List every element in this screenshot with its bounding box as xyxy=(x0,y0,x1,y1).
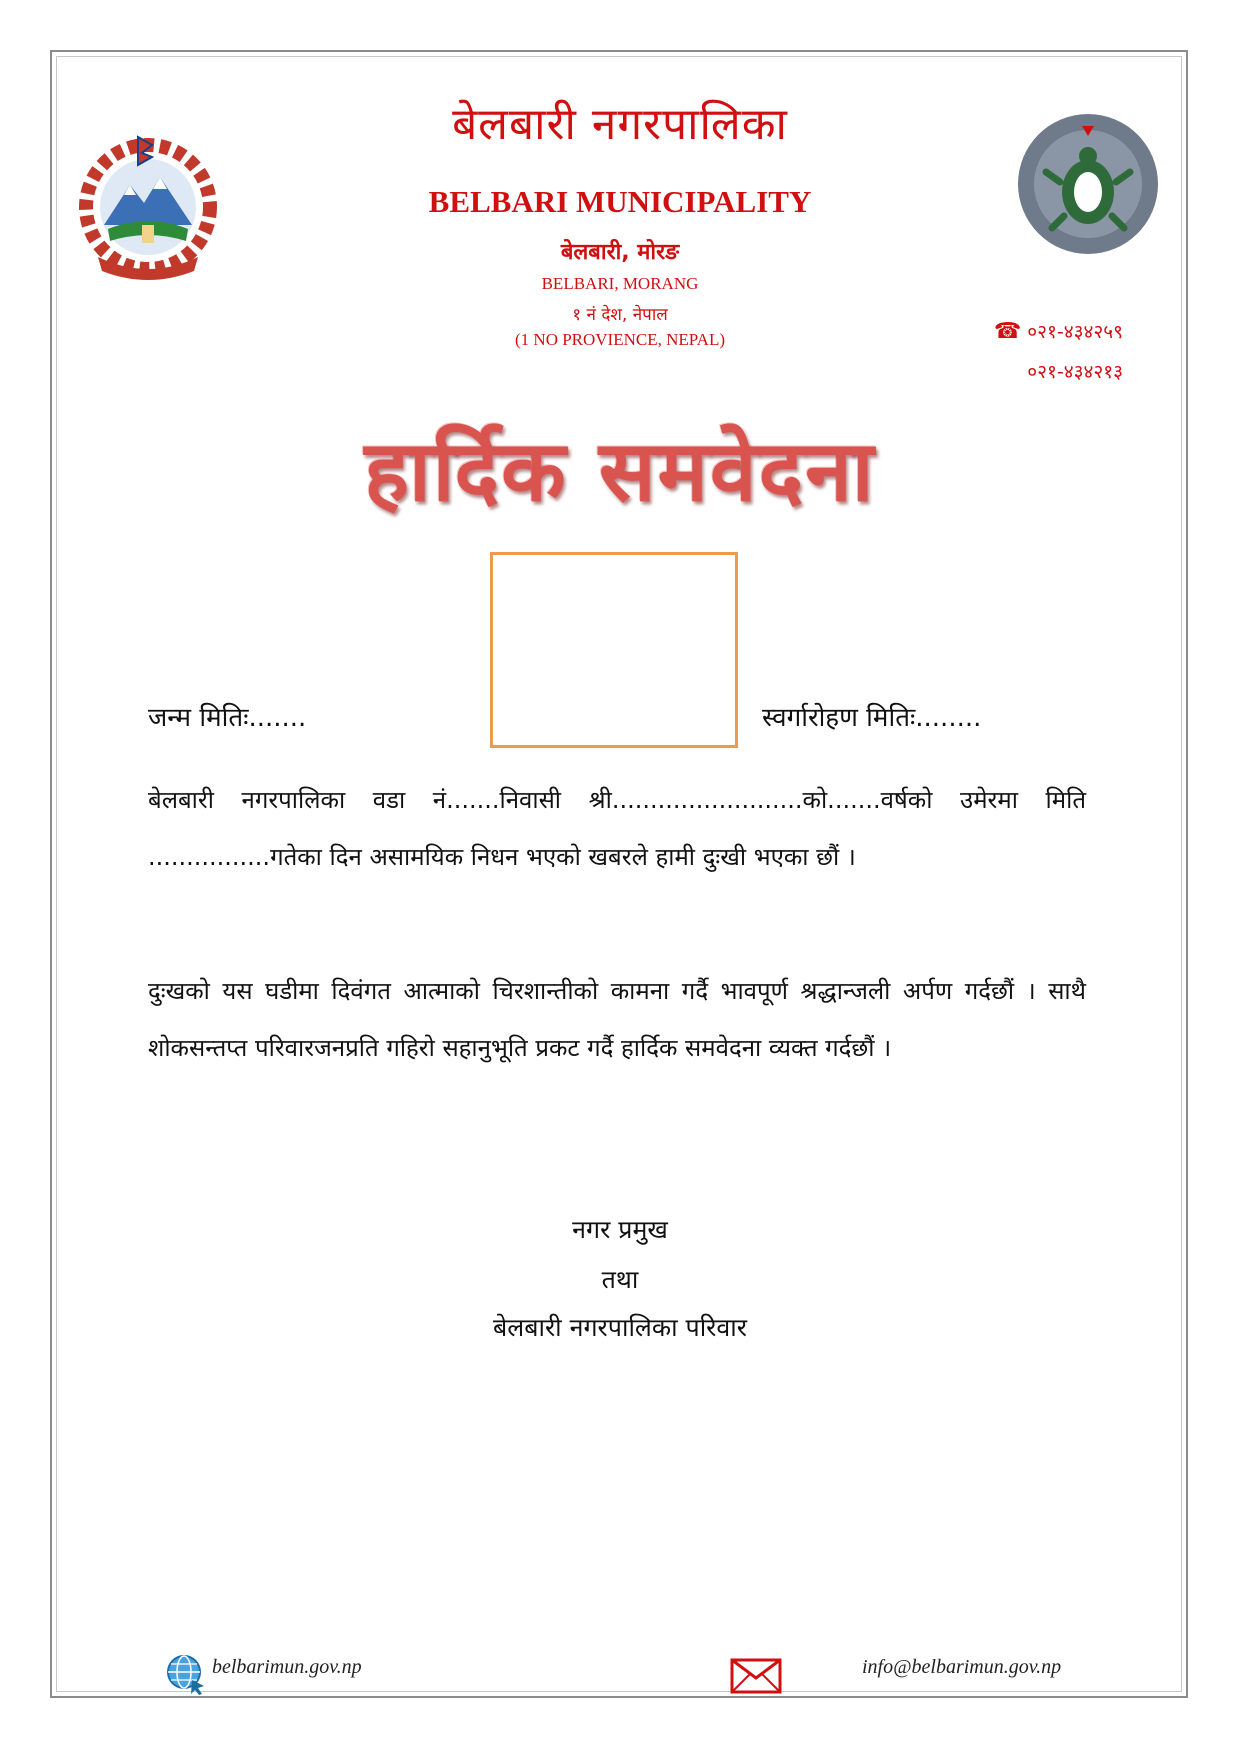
municipality-name-english: BELBARI MUNICIPALITY xyxy=(428,184,812,219)
globe-icon xyxy=(164,1652,208,1696)
condolence-paragraph-1: बेलबारी नगरपालिका वडा नं.......निवासी श्री.........................को.......वर्षको उमेरमा मिति ................गतेका दिन असामयिक निधन भएको खबरले हामी दुःखी भएका छौं । xyxy=(148,786,1086,871)
signature-line-2: तथा xyxy=(601,1265,639,1294)
municipality-name-nepali: बेलबारी नगरपालिका xyxy=(452,99,788,150)
birth-date-field: जन्म मितिः....... xyxy=(148,703,307,733)
address-nepali: बेलबारी, मोरङ xyxy=(560,240,680,265)
phone-icon: ☎ xyxy=(993,319,1022,344)
province-english: (1 NO PROVIENCE, NEPAL) xyxy=(515,330,725,349)
address-english: BELBARI, MORANG xyxy=(541,274,699,293)
phone-number-2: ०२१-४३४२१३ xyxy=(1027,361,1123,383)
condolence-paragraph-2: दुःखको यस घडीमा दिवंगत आत्माको चिरशान्तीको कामना गर्दै भावपूर्ण श्रद्धान्जली अर्पण गर्दछौं । साथै शोकसन्तप्त परिवारजनप्रति गहिरो सहानुभूति प्रकट गर्दै हार्दिक समवेदना व्यक्त गर्दछौं । xyxy=(148,977,1086,1062)
phone-1-text: ०२१-४३४२५९ xyxy=(1027,321,1123,343)
death-date-field: स्वर्गारोहण मितिः........ xyxy=(762,703,982,733)
page-title: हार्दिक समवेदना xyxy=(364,422,876,520)
nepal-emblem-logo xyxy=(68,125,228,285)
province-nepali: १ नं देश, नेपाल xyxy=(572,305,668,325)
belbari-municipality-seal xyxy=(1016,112,1161,257)
photo-placeholder xyxy=(490,552,738,748)
signature-line-1: नगर प्रमुख xyxy=(572,1215,668,1244)
envelope-icon xyxy=(730,1658,782,1694)
email-link[interactable]: info@belbarimun.gov.np xyxy=(862,1656,1062,1678)
signature-line-3: बेलबारी नगरपालिका परिवार xyxy=(492,1313,748,1342)
website-link[interactable]: belbarimun.gov.np xyxy=(212,1656,362,1678)
phone-number-1 xyxy=(994,318,1123,344)
